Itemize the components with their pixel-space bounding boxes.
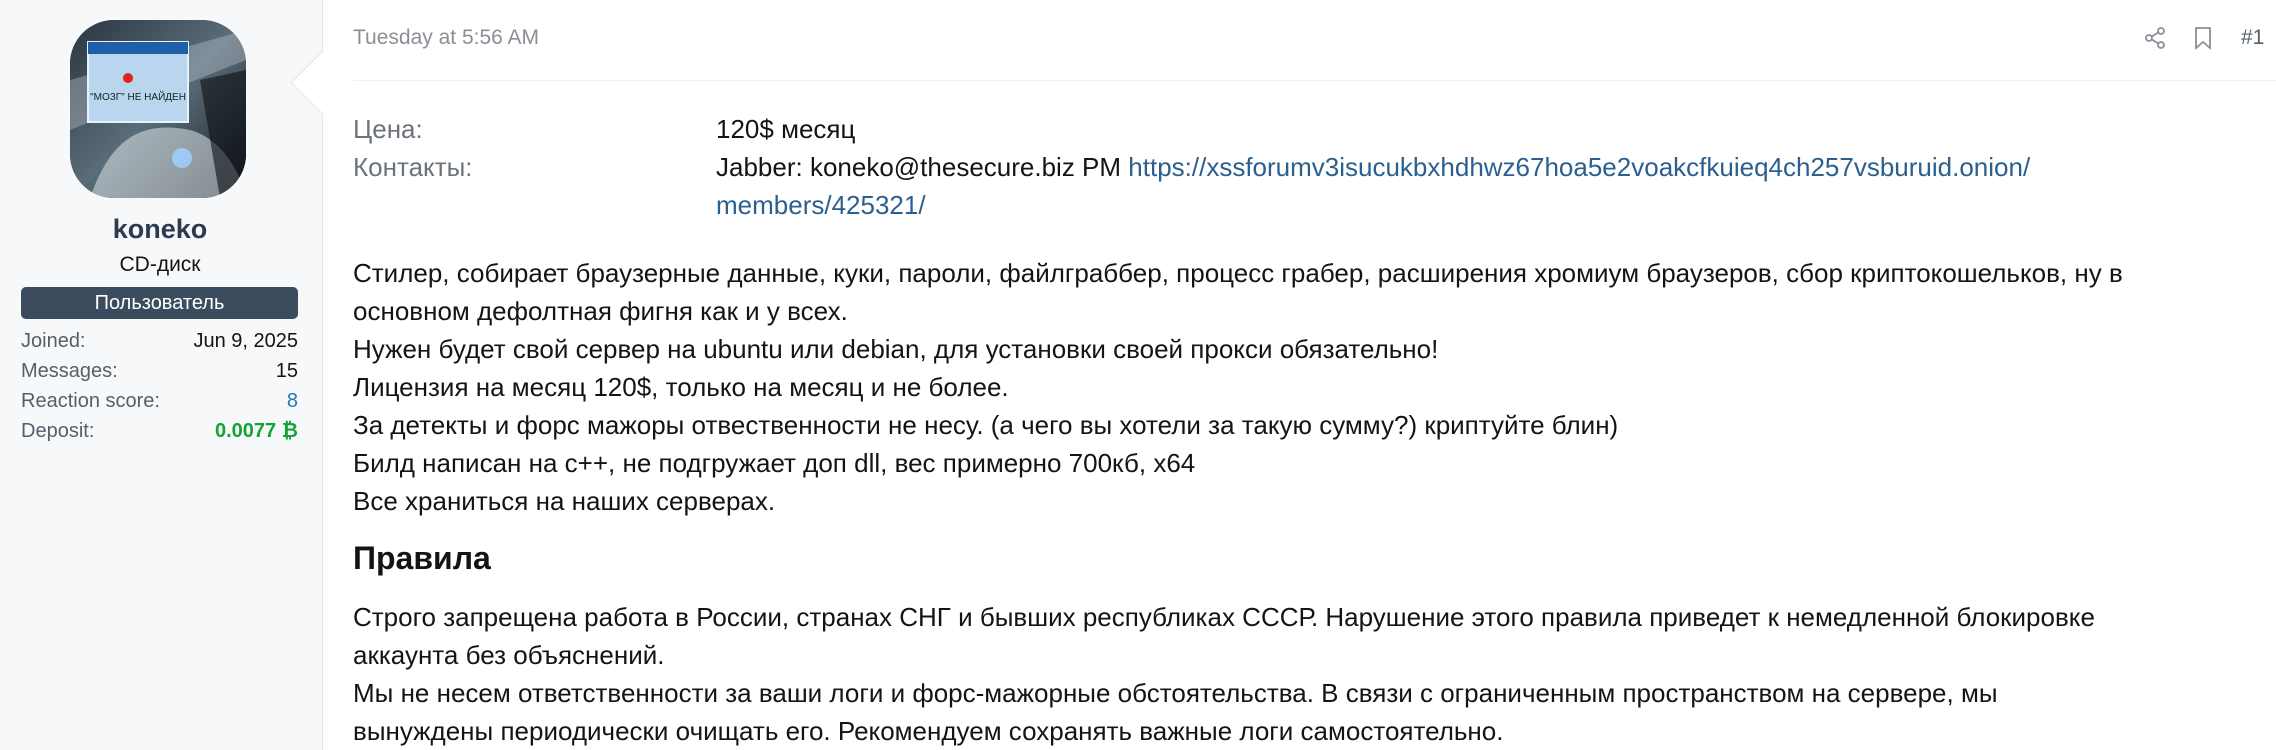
stat-label: Reaction score:: [21, 390, 160, 412]
price-label-text: Цена:: [353, 114, 423, 144]
share-icon[interactable]: [2141, 24, 2169, 52]
contacts-label-text: Контакты:: [353, 152, 473, 182]
rules-line: Строго запрещена работа в России, странах СНГ и бывших республиках СССР. Нарушение этого правила приведет к немедленной блокировке: [353, 602, 2095, 632]
body-line: За детекты и форс мажоры отвественности не несу. (а чего вы хотели за такую сумму?) криптуйте блин): [353, 410, 1619, 440]
rules-heading: Правила: [353, 540, 491, 576]
stat-messages: [21, 360, 298, 390]
post-number[interactable]: #1: [2241, 26, 2265, 49]
stat-deposit: [21, 420, 298, 450]
body-line: Нужен будет свой сервер на ubuntu или debian, для установки своей прокси обязательно!: [353, 334, 1439, 364]
user-banner: Пользователь: [21, 287, 298, 319]
body-line: Лицензия на месяц 120$, только на месяц и не более.: [353, 372, 1009, 402]
rules-line: вынуждены периодически очищать его. Рекомендуем сохранять важные логи самостоятельно.: [353, 716, 1504, 746]
stat-reaction-score: [21, 390, 298, 420]
rules-body: [353, 598, 2253, 750]
stat-label: Messages:: [21, 360, 118, 382]
body-line: Билд написан на c++, не подгружает доп dll, вес примерно 700кб, x64: [353, 448, 1196, 478]
post-body: [353, 254, 2253, 520]
rules-line: Мы не несем ответственности за ваши логи и форс-мажорные обстоятельства. В связи с ограниченным пространством на сервере, мы: [353, 678, 1998, 708]
avatar-image: [70, 20, 246, 198]
body-line: Все храниться на наших серверах.: [353, 486, 776, 516]
stat-value: 0.0077 ₿: [214, 420, 298, 442]
stat-label: Deposit:: [21, 420, 95, 442]
avatar[interactable]: [70, 20, 246, 198]
avatar-caption: "МОЗГ" НЕ НАЙДЕН: [90, 92, 186, 103]
post-date[interactable]: Tuesday at 5:56 AM: [353, 26, 539, 49]
pm-link-continued[interactable]: members/425321/: [716, 190, 926, 220]
stat-joined: [21, 330, 298, 360]
body-line: основном дефолтная фигня как и у всех.: [353, 296, 848, 326]
stat-label: Joined:: [21, 330, 86, 352]
price-value: 120$ месяц: [716, 114, 856, 144]
bookmark-icon[interactable]: [2189, 24, 2217, 52]
rules-line: аккаунта без объяснений.: [353, 640, 665, 670]
contacts-value: [716, 148, 2256, 224]
body-line: Стилер, собирает браузерные данные, куки, пароли, файлграббер, процесс грабер, расширения хромиум браузеров, сбор криптокошельков, ну в: [353, 258, 2123, 288]
user-title: CD-диск: [119, 253, 201, 276]
contacts-label: [353, 148, 473, 186]
stat-value[interactable]: 15: [275, 360, 298, 382]
stat-value[interactable]: 8: [286, 390, 298, 412]
post-content: [353, 0, 2276, 750]
pm-link[interactable]: https://xssforumv3isucukbxhdhwz67hoa5e2voakcfkuieq4ch257vsburuid.onion/: [1128, 152, 2031, 182]
header-divider: [353, 80, 2276, 81]
user-sidebar: [0, 0, 323, 750]
contacts-text: Jabber: koneko@thesecure.biz PM: [716, 152, 1129, 182]
username[interactable]: koneko: [112, 214, 208, 244]
stat-value: Jun 9, 2025: [193, 330, 298, 352]
price-label: [353, 110, 423, 148]
